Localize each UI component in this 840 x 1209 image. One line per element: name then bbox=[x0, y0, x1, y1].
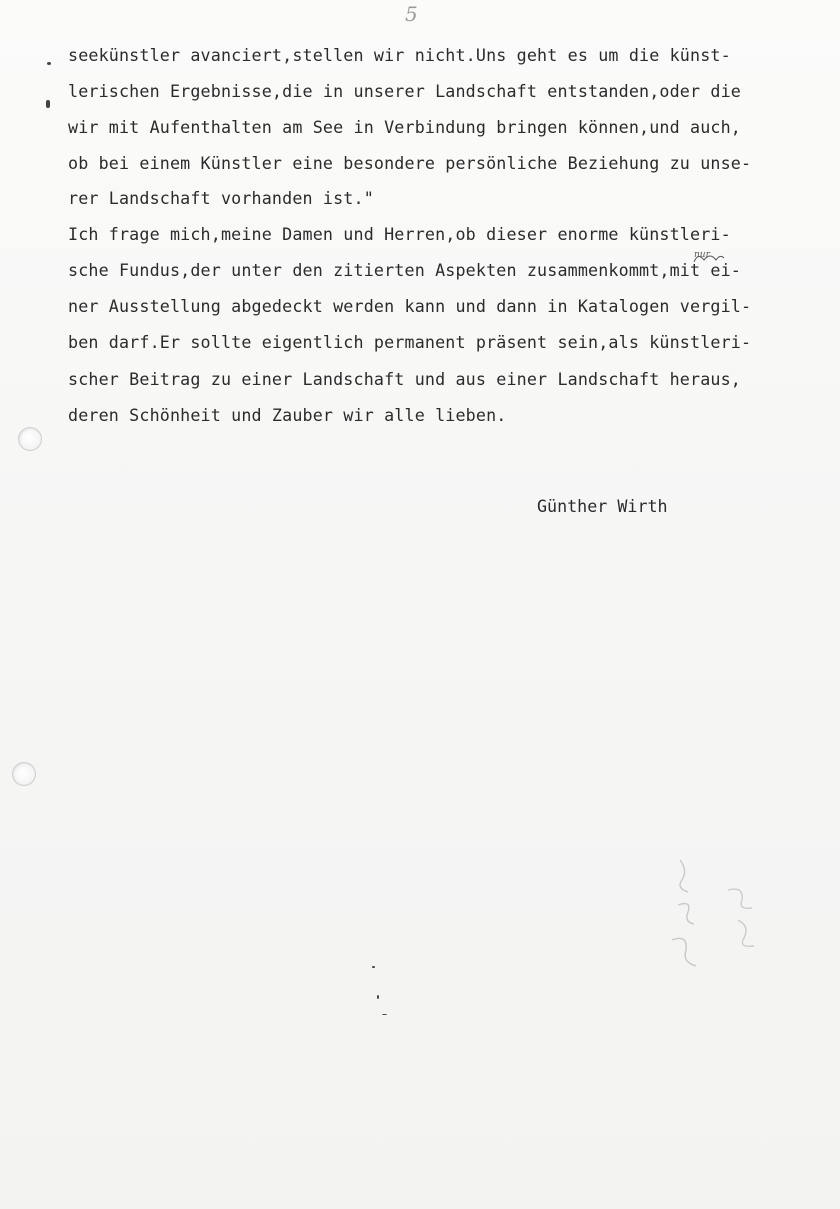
ink-speck bbox=[377, 995, 379, 999]
handwritten-insert-text: nur bbox=[694, 250, 710, 260]
punch-hole bbox=[12, 762, 36, 786]
body-line: scher Beitrag zu einer Landschaft und aus einer Landschaft heraus, bbox=[68, 369, 741, 389]
body-line: lerischen Ergebnisse,die in unserer Landschaft entstanden,oder die bbox=[68, 81, 741, 101]
body-line: deren Schönheit und Zauber wir alle lieben. bbox=[68, 405, 507, 425]
punch-hole bbox=[18, 427, 42, 451]
ink-speck bbox=[47, 62, 51, 65]
body-line: ob bei einem Künstler eine besondere persönliche Beziehung zu unse- bbox=[68, 153, 752, 173]
body-line: wir mit Aufenthalten am See in Verbindung bringen können,und auch, bbox=[68, 117, 741, 137]
body-line: ben darf.Er sollte eigentlich permanent präsent sein,als künstleri- bbox=[68, 332, 752, 352]
body-line: rer Landschaft vorhanden ist." bbox=[68, 188, 374, 208]
body-line: sche Fundus,der unter den zitierten Aspekten zusammenkommt,mit ei- bbox=[68, 260, 741, 280]
body-line: seekünstler avanciert,stellen wir nicht.Uns geht es um die künst- bbox=[68, 45, 731, 65]
body-line: Ich frage mich,meine Damen und Herren,ob dieser enorme künstleri- bbox=[68, 224, 731, 244]
body-line: ner Ausstellung abgedeckt werden kann und dann in Katalogen vergil- bbox=[68, 296, 752, 316]
signature: Günther Wirth bbox=[537, 496, 668, 516]
ink-speck bbox=[372, 966, 375, 968]
ink-speck bbox=[46, 100, 50, 108]
page-number-mark: 5 bbox=[405, 2, 418, 26]
ink-speck bbox=[382, 1014, 387, 1015]
pencil-annotation bbox=[658, 850, 768, 990]
